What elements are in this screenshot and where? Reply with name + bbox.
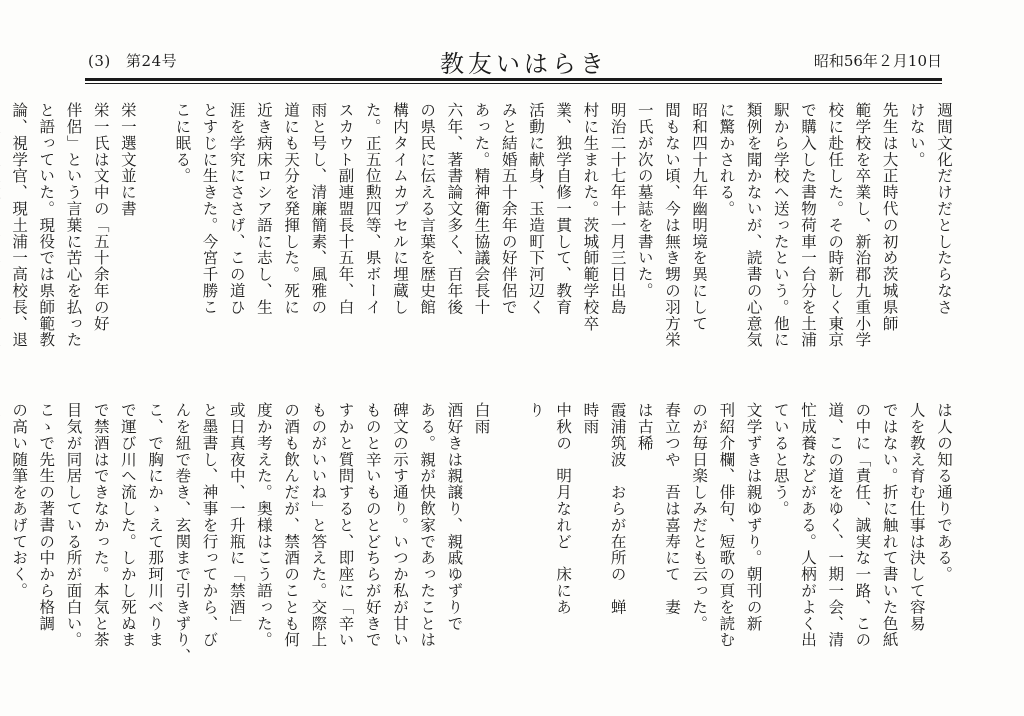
header-left: [88, 50, 177, 71]
header-rule-thin: [85, 83, 942, 84]
article-upper-section: 週間文化だけだとしたらなさ けない。 先生は大正時代の初め茨城県師 範学校を卒業し、新治郡九重小学 校に赴任した。その時新しく東京 で購入した書物荷車一台分を土浦 駅から学校へ送ったという。他に 類例を聞かないが、読書の心意気 に驚かされる。 昭和四十九年幽明境を異にして 間もない頃、今は無き甥の羽方栄 一氏が次の墓誌を書いた。 明治二十七年十一月三日出島 村に生まれた。茨城師範学校卒 業、独学自修一貫して、教育 活動に献身、玉造町下河辺く みと結婚五十余年の好伴侶で あった。精神衛生協議会長十 六年、著書論文多く、百年後 の県民に伝える言葉を歴史館 構内タイムカプセルに埋蔵し た。正五位勲四等、県ボーイ スカウト副連盟長十五年、白 雨と号し、清廉簡素、風雅の 道にも天分を発揮した。死に 近き病床ロシア語に志し、生 涯を学究にささげ、この道ひ とすじに生きた。今宮千勝こ こに眠る。 栄一選文並に書 栄一氏は文中の「五十余年の好 伴侶」という言葉に苦心を払った と語っていた。現役では県師範教 論、視学官、現土浦一高校長、退: [10, 102, 953, 348]
issue-date: 昭和56年２月10日: [813, 52, 942, 70]
header-rule-thick: [85, 78, 942, 81]
page-number: (3): [88, 52, 111, 70]
issue-number: 第24号: [126, 52, 178, 70]
newspaper-title: 教友いはらき: [440, 50, 608, 78]
article-lower-section: は人の知る通りである。 人を教え育む仕事は決して容易 ではない。折に触れて書いた色紙 の中に「責任、誠実な一路、この 道、この道をゆく、一期一会、清 忙成養などがある。人柄がよく出 ていると思う。 文学ずきは親ゆずり。朝刊の新 刊紹介欄、俳句、短歌の頁を読む のが毎日楽しみだとも云った。 春立つや 吾は喜寿にて 妻 は古稀 霞浦筑波 おらが在所の 蝉 時雨 中秋の 明月なれど 床にあ り 白雨 酒好きは親譲り、親戚ゆずりで ある。親が快飲家であったことは 碑文の示す通り。いつか私が甘い ものと辛いものとどちらが好きで すかと質問すると、即座に「辛い ものがいいね」と答えた。交際上 の酒も飲んだが、禁酒のことも何 度か考えた。奥様はこう語った。 或日真夜中、一升瓶に「禁酒」 と墨書し、神事を行ってから、び んを紐で巻き、玄関まで引きずり、 こ、で胸にかゝえて那珂川べりま で運び川へ流した。しかし死ぬま で禁酒はできなかった。本気と茶 目気が同居している所が面白い。 こゝで先生の著書の中から格調 の高い随筆をあげておく。: [10, 402, 953, 665]
newspaper-header: [0, 0, 1024, 90]
